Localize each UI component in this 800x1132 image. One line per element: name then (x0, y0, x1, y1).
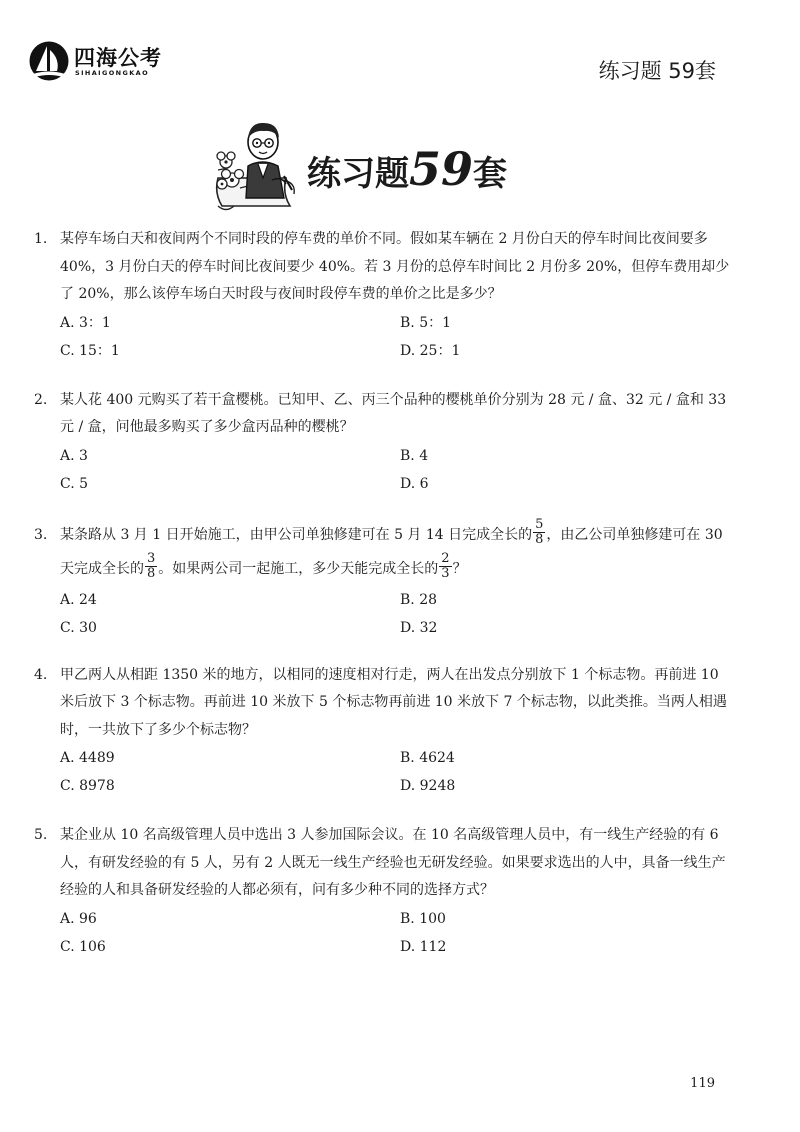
chapter-banner (212, 118, 542, 218)
question-text-part: ？ (452, 560, 467, 577)
question-text-part: ，由乙公司单独修建可在 30 天完成全长的 (60, 526, 723, 577)
question-2 (30, 387, 730, 498)
question-stem (30, 822, 730, 905)
option-grid (30, 442, 730, 498)
fraction-denominator: 8 (147, 566, 156, 581)
option-b: B. 4 (400, 447, 429, 464)
fraction-numerator: 5 (535, 517, 544, 533)
question-1 (30, 226, 730, 365)
question-number: 5. (34, 827, 48, 843)
option-a: A. 4489 (60, 750, 115, 766)
question-stem (30, 387, 730, 442)
fraction-denominator: 8 (535, 532, 544, 547)
option-c: C. 15：1 (60, 342, 120, 359)
option-d: D. 25：1 (400, 342, 461, 359)
chapter-title-prefix: 练习题 (307, 154, 409, 194)
question-4 (30, 662, 730, 801)
fraction-two-thirds (439, 552, 451, 580)
option-b: B. 5：1 (400, 314, 452, 331)
question-stem (30, 662, 730, 745)
option-c: C. 106 (60, 938, 106, 955)
option-b: B. 100 (400, 910, 446, 927)
option-b: B. 4624 (400, 750, 455, 766)
question-text: 某企业从 10 名高级管理人员中选出 3 人参加国际会议。在 10 名高级管理人员中，有一线生产经验的有 6 人，有研发经验的有 5 人，另有 2 人既无一线生产经验也无研发经验。如果要求选出的人中，具备一线生产经验的人和具备研发经验的人都必须有，问有多少种不同的选择方式？ (60, 827, 726, 898)
question-number: 1. (34, 231, 48, 247)
question-text-part: 。如果两公司一起施工，多少天能完成全长的 (158, 560, 439, 577)
question-text: 某人花 400 元购买了若干盒樱桃。已知甲、乙、丙三个品种的樱桃单价分别为 28 元 / 盒、32 元 / 盒和 33 元 / 盒，问他最多购买了多少盒丙品种的樱桃？ (60, 391, 727, 435)
chapter-title-number: 59 (409, 142, 474, 196)
question-text: 某停车场白天和夜间两个不同时段的停车费的单价不同。假如某车辆在 2 月份白天的停车时间比夜间要多 40%，3 月份白天的停车时间比夜间要少 40%。若 3 月份的总停车时间比 2 月份多 20%，但停车费用却少了 20%，那么该停车场白天时段与夜间时段停车费的单价之比是多少？ (60, 231, 730, 302)
question-5 (30, 822, 730, 961)
teacher-cartoon-icon (212, 118, 307, 218)
fraction-five-eighths (533, 518, 545, 546)
option-d: D. 6 (400, 475, 429, 492)
chapter-title (307, 142, 508, 196)
page-number: 119 (690, 1076, 715, 1091)
question-3 (30, 518, 730, 642)
option-a: A. 3 (60, 447, 88, 464)
fraction-denominator: 3 (441, 566, 450, 581)
question-number: 4. (34, 666, 48, 683)
option-d: D. 112 (400, 938, 447, 955)
logo-english-text: SIHAIGONGKAO (75, 69, 150, 77)
option-d: D. 32 (400, 619, 438, 636)
logo-chinese-text: 四海公考 (74, 46, 162, 70)
option-grid (30, 309, 730, 365)
question-list (30, 226, 730, 961)
option-c: C. 8978 (60, 778, 115, 794)
question-stem (30, 518, 730, 586)
option-grid (30, 744, 730, 800)
fraction-three-eighths (145, 552, 157, 580)
option-b: B. 28 (400, 591, 438, 608)
option-grid (30, 905, 730, 961)
option-a: A. 24 (60, 591, 97, 608)
question-text-part: 某条路从 3 月 1 日开始施工，由甲公司单独修建可在 5 月 14 日完成全长的 (60, 526, 533, 543)
question-number: 2. (34, 391, 48, 408)
option-c: C. 5 (60, 475, 89, 492)
fraction-numerator: 2 (441, 551, 450, 567)
fraction-numerator: 3 (147, 551, 156, 567)
question-stem (30, 226, 730, 309)
sailboat-logo-icon (28, 40, 70, 82)
chapter-title-suffix: 套 (473, 154, 508, 194)
running-title: 练习题 59套 (598, 59, 716, 83)
brand-logo (28, 40, 168, 84)
option-a: A. 96 (60, 910, 97, 927)
option-grid (30, 586, 730, 642)
option-c: C. 30 (60, 619, 97, 636)
question-number: 3. (34, 526, 48, 543)
option-a: A. 3：1 (60, 314, 111, 331)
option-d: D. 9248 (400, 778, 456, 794)
question-text: 甲乙两人从相距 1350 米的地方，以相同的速度相对行走，两人在出发点分别放下 1 个标志物。再前进 10 米后放下 3 个标志物。再前进 10 米放下 5 个标志物再前进 10 米放下 7 个标志物，以此类推。当两人相遇时，一共放下了多少个标志物？ (60, 666, 727, 738)
